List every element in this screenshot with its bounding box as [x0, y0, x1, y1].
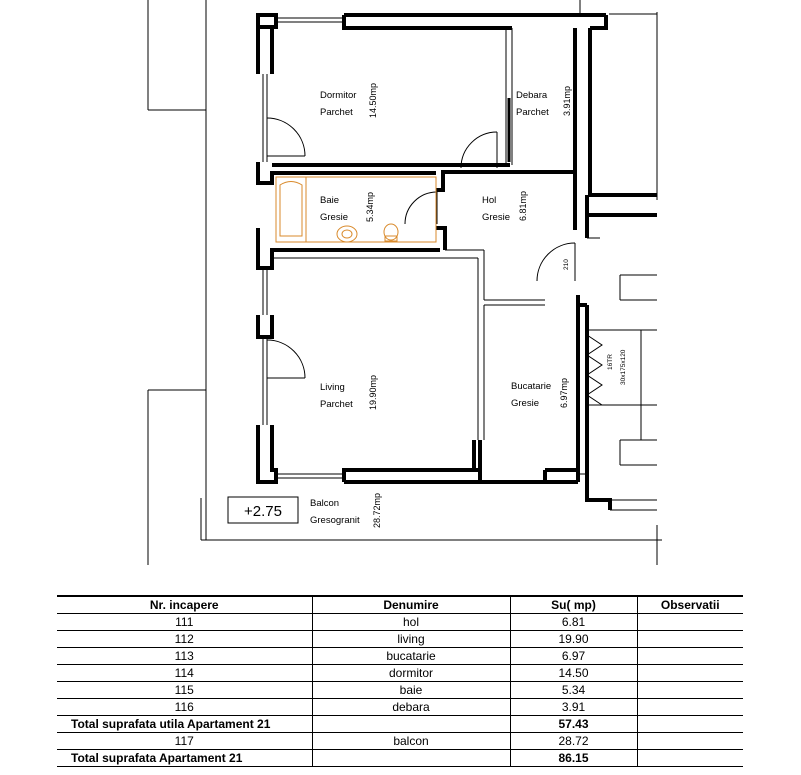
cell-area: 14.50	[510, 665, 637, 682]
table-row	[57, 665, 743, 682]
table-row	[57, 631, 743, 648]
cell-obs	[637, 614, 743, 631]
room-name: Baie	[320, 195, 340, 206]
level-label: +2.75	[244, 503, 282, 520]
room-name: Hol	[482, 195, 497, 206]
cell-name: hol	[312, 614, 510, 631]
room-area: 5.34mp	[365, 191, 375, 222]
cell-empty	[637, 750, 743, 767]
cell-nr: 114	[57, 665, 312, 682]
header-observatii: Observatii	[637, 596, 743, 614]
room-finish: Gresogranit	[310, 515, 360, 526]
walls	[258, 15, 657, 510]
cell-nr: 116	[57, 699, 312, 716]
cell-name: debara	[312, 699, 510, 716]
cell-nr: 117	[57, 733, 312, 750]
room-finish: Gresie	[511, 398, 539, 409]
cell-empty	[312, 716, 510, 733]
cell-nr: 112	[57, 631, 312, 648]
area-table-container	[57, 595, 743, 767]
room-area: 3.91mp	[562, 85, 572, 116]
total-useful-label: Total suprafata utila Apartament 21	[57, 716, 312, 733]
room-name: Bucatarie	[511, 381, 552, 392]
cell-area: 5.34	[510, 682, 637, 699]
total-row	[57, 750, 743, 767]
room-area: 19.90mp	[368, 374, 378, 410]
cell-area: 6.81	[510, 614, 637, 631]
table-row	[57, 614, 743, 631]
room-hol	[482, 191, 528, 223]
total-useful-row	[57, 716, 743, 733]
bathroom-fixtures	[276, 177, 436, 242]
door-height-label: 210	[563, 259, 570, 270]
room-finish: Parchet	[516, 107, 549, 118]
cell-area: 3.91	[510, 699, 637, 716]
room-area: 14.50mp	[368, 82, 378, 118]
room-baie	[320, 192, 375, 223]
table-row	[57, 648, 743, 665]
cell-obs	[637, 648, 743, 665]
cell-empty	[637, 716, 743, 733]
cell-area: 6.97	[510, 648, 637, 665]
stair-dim-label: 30x175x120	[620, 349, 627, 385]
cell-nr: 111	[57, 614, 312, 631]
room-bucatarie	[511, 378, 569, 409]
header-nr: Nr. incapere	[57, 596, 312, 614]
room-finish: Gresie	[320, 212, 348, 223]
cell-area: 19.90	[510, 631, 637, 648]
room-debara	[516, 86, 572, 118]
room-name: Debara	[516, 90, 548, 101]
cell-area: 28.72	[510, 733, 637, 750]
room-dormitor	[320, 83, 378, 118]
cell-name: living	[312, 631, 510, 648]
balcony-row	[57, 733, 743, 750]
header-suprafata: Su( mp)	[510, 596, 637, 614]
total-label: Total suprafata Apartament 21	[57, 750, 312, 767]
table-row	[57, 682, 743, 699]
cell-nr: 115	[57, 682, 312, 699]
room-name: Balcon	[310, 498, 340, 509]
room-finish: Parchet	[320, 399, 353, 410]
room-area: 6.97mp	[559, 377, 569, 408]
cell-name: balcon	[312, 733, 510, 750]
cell-name: bucatarie	[312, 648, 510, 665]
total-useful-value: 57.43	[510, 716, 637, 733]
room-area: 28.72mp	[372, 492, 382, 528]
room-finish: Parchet	[320, 107, 353, 118]
stair-steps-label: 16TR	[607, 354, 614, 370]
table-row	[57, 699, 743, 716]
stair-symbol	[587, 335, 602, 405]
cell-empty	[312, 750, 510, 767]
room-name: Living	[320, 382, 345, 393]
cell-nr: 113	[57, 648, 312, 665]
room-name: Dormitor	[320, 90, 357, 101]
room-area: 6.81mp	[518, 190, 528, 221]
cell-name: baie	[312, 682, 510, 699]
table-header-row	[57, 596, 743, 614]
room-finish: Gresie	[482, 212, 510, 223]
header-denumire: Denumire	[312, 596, 510, 614]
area-table	[57, 595, 743, 767]
cell-name: dormitor	[312, 665, 510, 682]
cell-obs	[637, 699, 743, 716]
cell-obs	[637, 665, 743, 682]
cell-obs	[637, 682, 743, 699]
cell-obs	[637, 631, 743, 648]
cell-obs	[637, 733, 743, 750]
total-value: 86.15	[510, 750, 637, 767]
room-balcon	[310, 493, 382, 528]
room-living	[320, 375, 378, 410]
